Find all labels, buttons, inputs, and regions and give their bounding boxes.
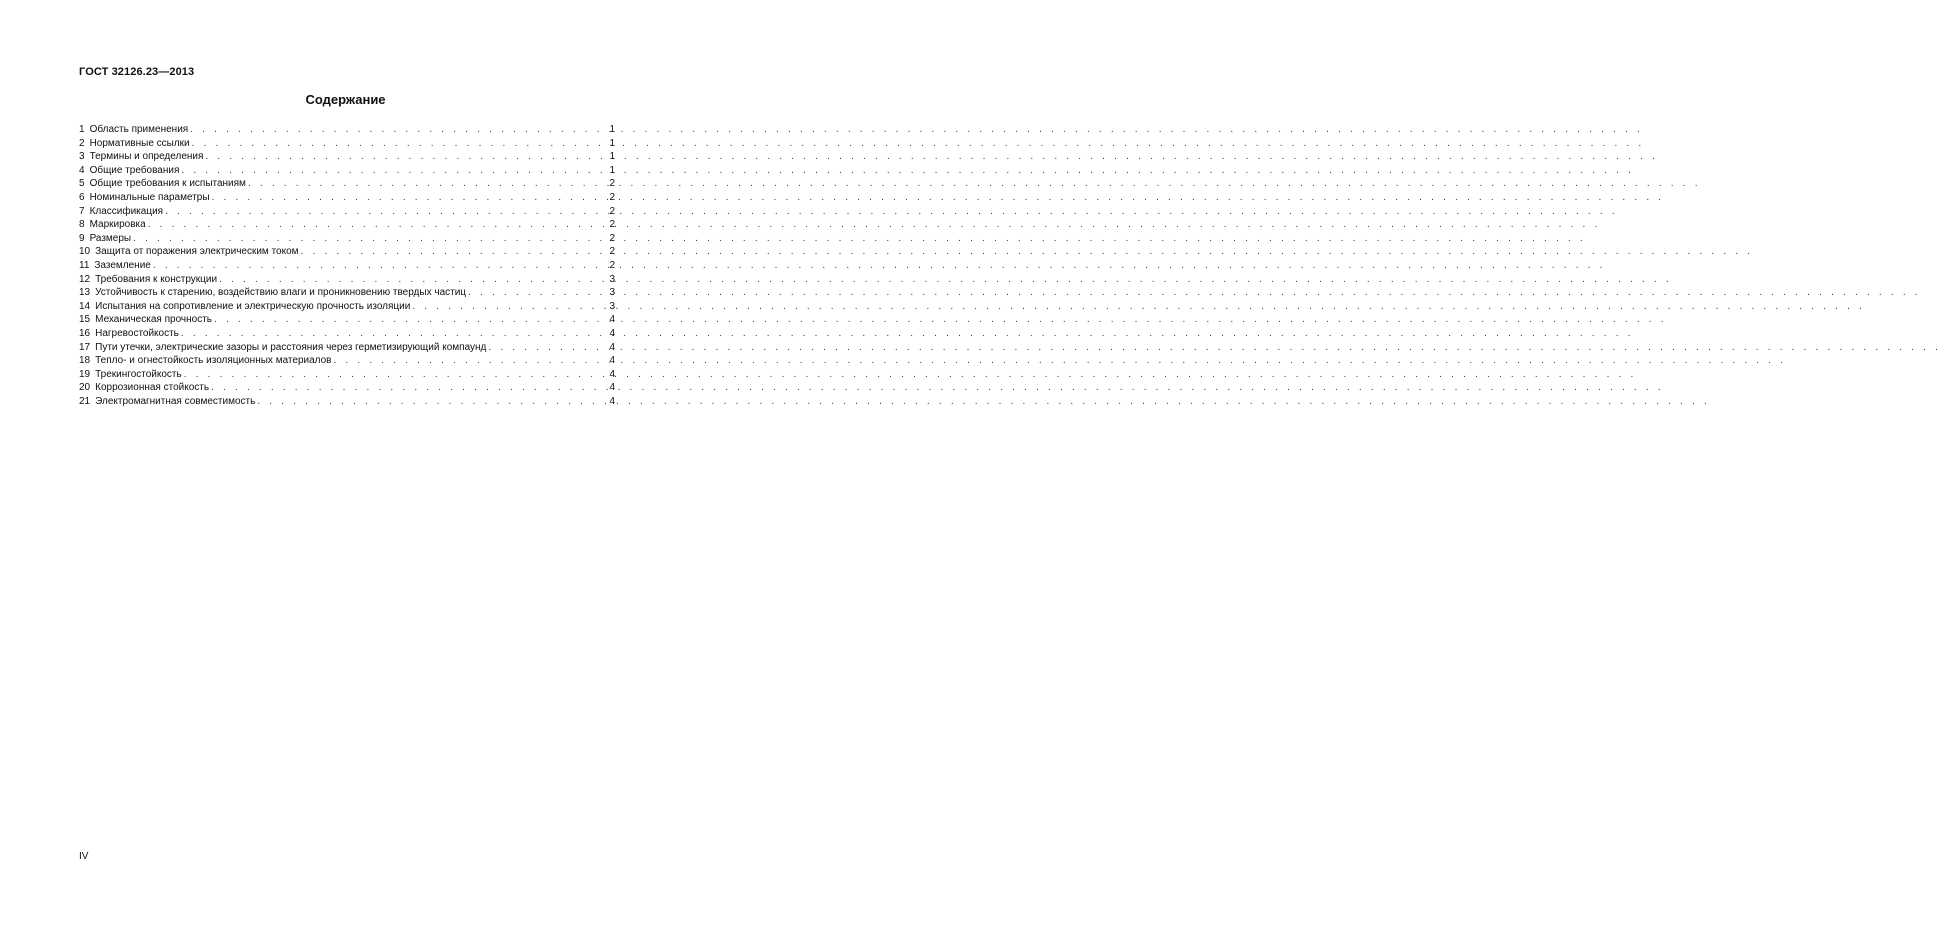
- toc-entry-number: 5: [79, 178, 85, 190]
- toc-leader-dots: [179, 164, 608, 178]
- toc-entry-title: Тепло- и огнестойкость изоляционных материалов: [95, 355, 332, 367]
- toc-entry-number: 19: [79, 368, 91, 380]
- page-title: Содержание: [305, 92, 386, 107]
- toc-entry-page: 2: [609, 232, 615, 244]
- toc-entry-page: 4: [609, 355, 615, 367]
- toc-entry-page: 4: [609, 327, 615, 339]
- toc-entry-title: Размеры: [89, 232, 132, 244]
- document-id: ГОСТ 32126.23—2013: [79, 66, 195, 78]
- toc-leader-dots: [151, 259, 609, 273]
- toc-entry-page: 2: [609, 191, 615, 203]
- toc-entry-title: Нагревостойкость: [95, 327, 179, 339]
- toc-entry: [79, 259, 615, 273]
- toc-entry: [79, 300, 615, 314]
- toc-leader-dots: [410, 300, 608, 314]
- toc-entry: [79, 177, 615, 191]
- toc-entry-page: 2: [609, 246, 615, 258]
- toc-entry-page: 2: [609, 219, 615, 231]
- toc-entry: [79, 191, 615, 205]
- toc-entry-number: 17: [79, 341, 91, 353]
- toc-entry-title: Трекингостойкость: [95, 368, 182, 380]
- toc-entry: [79, 123, 615, 137]
- toc-entry-title: Механическая прочность: [95, 314, 212, 326]
- toc-leader-dots: [163, 205, 608, 219]
- toc-leader-dots: [331, 354, 608, 368]
- toc-entry-title: Маркировка: [89, 219, 146, 231]
- toc-entry-title: Номинальные параметры: [89, 191, 210, 203]
- toc-entry-number: 18: [79, 355, 91, 367]
- toc-entry: [79, 150, 615, 164]
- toc-entry-number: 10: [79, 246, 91, 258]
- toc-entry: [79, 354, 615, 368]
- toc-leader-dots: [190, 137, 609, 151]
- toc-entry-number: 12: [79, 273, 91, 285]
- toc-entry: [79, 327, 615, 341]
- toc-entry-title: Термины и определения: [89, 151, 204, 163]
- toc-entry-title: Нормативные ссылки: [89, 137, 190, 149]
- toc-entry-number: 21: [79, 395, 91, 407]
- toc-entry: [79, 273, 615, 287]
- toc-entry-title: Общие требования к испытаниям: [89, 178, 246, 190]
- toc-entry-page: 1: [609, 151, 615, 163]
- toc-leader-dots: [210, 191, 609, 205]
- toc-entry-page: 4: [609, 314, 615, 326]
- toc-entry-page: 4: [609, 382, 615, 394]
- toc-entry-title: Требования к конструкции: [95, 273, 218, 285]
- toc-entry-title: Защита от поражения электрическим током: [95, 246, 299, 258]
- toc-entry-title: Электромагнитная совместимость: [95, 395, 256, 407]
- toc-entry-page: 4: [609, 341, 615, 353]
- toc-entry-number: 11: [79, 259, 90, 271]
- toc-entry-title: Коррозионная стойкость: [95, 382, 210, 394]
- toc-entry-number: 3: [79, 151, 85, 163]
- toc-entry: [79, 395, 615, 409]
- toc-entry: [79, 232, 615, 246]
- toc-entry-title: Классификация: [89, 205, 164, 217]
- page-number: IV: [79, 851, 89, 862]
- toc-entry-number: 2: [79, 137, 85, 149]
- toc-leader-dots: [299, 245, 609, 259]
- toc-leader-dots: [131, 232, 608, 246]
- toc-entry-title: Общие требования: [89, 164, 180, 176]
- toc-entry-page: 1: [609, 137, 615, 149]
- toc-entry-number: 15: [79, 314, 91, 326]
- toc-leader-dots: [246, 177, 609, 191]
- toc-entry-number: 8: [79, 219, 85, 231]
- toc-leader-dots: [209, 381, 608, 395]
- toc-leader-dots: [146, 218, 609, 232]
- toc-leader-dots: [182, 368, 609, 382]
- toc-entry-number: 14: [79, 300, 91, 312]
- toc-leader-dots: [486, 341, 608, 355]
- toc-entry-page: 4: [609, 368, 615, 380]
- toc-entry-number: 7: [79, 205, 85, 217]
- toc-leader-dots: [466, 286, 608, 300]
- toc-entry-page: 3: [609, 300, 615, 312]
- toc-entry: [79, 245, 615, 259]
- toc-entry: [79, 164, 615, 178]
- toc-entry: [79, 368, 615, 382]
- toc-entry-page: 1: [609, 164, 615, 176]
- toc-entry-number: 13: [79, 287, 91, 299]
- toc-entry-page: 2: [609, 178, 615, 190]
- toc-entry: [79, 205, 615, 219]
- toc-leader-dots: [179, 327, 609, 341]
- toc-leader-dots: [217, 273, 608, 287]
- toc-entry-number: 1: [79, 124, 85, 135]
- toc-entry-page: 3: [609, 273, 615, 285]
- toc-leader-dots: [203, 150, 608, 164]
- toc-entry-title: Испытания на сопротивление и электрическую прочность изоляции: [95, 300, 411, 312]
- toc-entry-page: 3: [609, 287, 615, 299]
- toc-entry-title: Заземление: [94, 259, 151, 271]
- toc-entry-number: 9: [79, 232, 85, 244]
- toc-entry: [79, 137, 615, 151]
- toc-entry-page: 4: [609, 395, 615, 407]
- toc-entry: [79, 381, 615, 395]
- toc-entry-page: 1: [609, 124, 615, 135]
- toc-entry-title: Область применения: [89, 124, 189, 135]
- toc-entry: [79, 218, 615, 232]
- toc-entry: [79, 313, 615, 327]
- toc-leader-dots: [212, 313, 608, 327]
- toc-entry-page: 2: [609, 259, 615, 271]
- toc-leader-dots: [255, 395, 608, 409]
- toc-entry-title: Устойчивость к старению, воздействию влаги и проникновению твердых частиц: [95, 287, 467, 299]
- table-of-contents: [79, 123, 615, 408]
- toc-entry-title: Пути утечки, электрические зазоры и расстояния через герметизирующий компаунд: [95, 341, 487, 353]
- toc-entry: [79, 341, 615, 355]
- toc-leader-dots: [188, 123, 608, 137]
- toc-entry-number: 4: [79, 164, 85, 176]
- toc-entry: [79, 286, 615, 300]
- toc-entry-page: 2: [609, 205, 615, 217]
- toc-entry-number: 6: [79, 191, 85, 203]
- toc-entry-number: 20: [79, 382, 91, 394]
- toc-entry-number: 16: [79, 327, 91, 339]
